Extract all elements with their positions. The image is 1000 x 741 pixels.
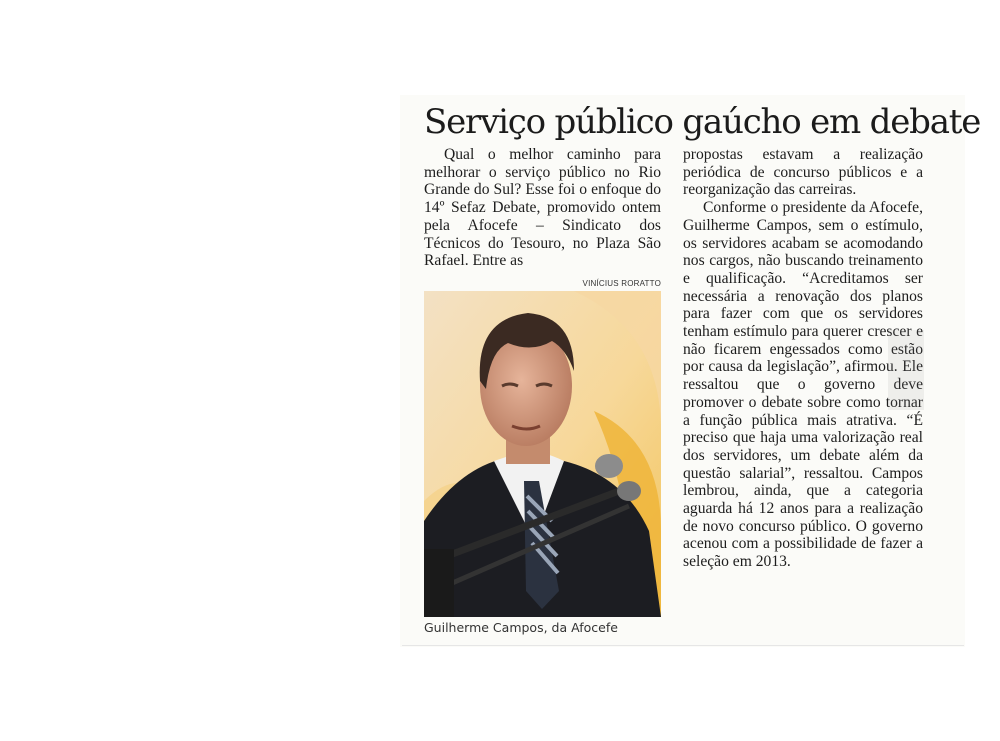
article-paragraph-3: Conforme o presidente da Afocefe, Guilherme Campos, sem o estímulo, os servidores acabam se acomodando nos cargos, não buscando treinamento e qualificação. “Acreditamos ser necessária a renovação dos planos para fazer com que os servidores tenham estímulo para querer crescer e não ficarem engessados como estão por causa da legislação”, afirmou. Ele ressaltou que o governo deve promover o debate sobre como tornar a função pública mais atrativa. “É preciso que haja uma valorização real dos servidores, um debate além da questão salarial”, ressaltou. Campos lembrou, ainda, que a categoria aguarda há 12 anos para a realização de novo concurso público. O governo acenou com a possibilidade de fazer a seleção em 2013.: [683, 199, 923, 571]
article-column-2: [683, 146, 923, 571]
article-photo: [424, 291, 661, 617]
photo-caption: Guilherme Campos, da Afocefe: [424, 620, 618, 635]
article-headline: Serviço público gaúcho em debate: [424, 102, 981, 142]
clipping-edge: [402, 645, 964, 646]
article-paragraph-2: propostas estavam a realização periódica de concurso públicos e a reorganização das carreiras.: [683, 146, 923, 199]
article-column-1: [424, 146, 661, 270]
speaker-photo-illustration: [424, 291, 661, 617]
photo-credit: VINÍCIUS RORATTO: [582, 279, 661, 288]
highlight-mark: [888, 330, 924, 410]
article-paragraph-1: Qual o melhor caminho para melhorar o serviço público no Rio Grande do Sul? Esse foi o enfoque do 14º Sefaz Debate, promovido ontem pela Afocefe – Sindicato dos Técnicos do Tesouro, no Plaza São Rafael. Entre as: [424, 146, 661, 270]
